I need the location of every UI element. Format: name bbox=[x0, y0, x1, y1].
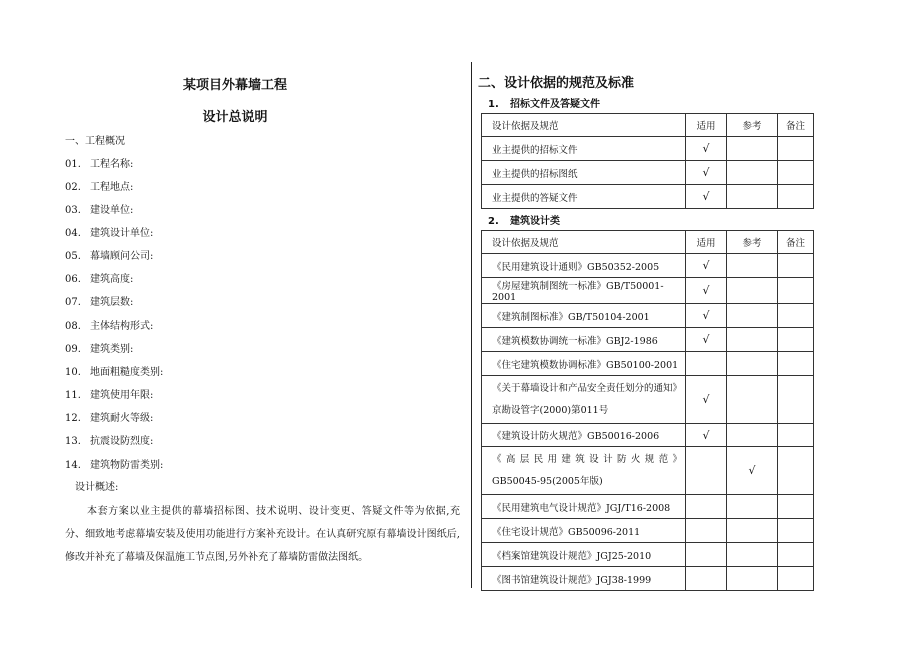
tender-documents-table bbox=[481, 113, 814, 209]
remarks-cell bbox=[778, 447, 814, 495]
field-row bbox=[65, 247, 153, 262]
remarks-cell bbox=[778, 254, 814, 278]
field-label: 幕墙顾问公司: bbox=[90, 251, 154, 262]
field-number: 09. bbox=[65, 344, 81, 355]
field-label: 抗震设防烈度: bbox=[90, 436, 154, 447]
reference-cell bbox=[727, 137, 778, 161]
table-row bbox=[482, 543, 814, 567]
field-row bbox=[65, 224, 153, 239]
field-number: 08. bbox=[65, 321, 81, 332]
header-remarks: 备注 bbox=[778, 114, 814, 137]
table-row bbox=[482, 185, 814, 209]
field-label: 建筑耐火等级: bbox=[90, 413, 154, 424]
applicable-cell bbox=[686, 278, 727, 304]
reference-cell bbox=[727, 567, 778, 591]
field-label: 工程地点: bbox=[90, 182, 134, 193]
field-number: 05. bbox=[65, 251, 81, 262]
field-row bbox=[65, 340, 133, 355]
table-row bbox=[482, 519, 814, 543]
header-reference: 参考 bbox=[727, 231, 778, 254]
field-row bbox=[65, 155, 133, 170]
field-number: 12. bbox=[65, 413, 81, 424]
row-name: 《住宅设计规范》GB50096-2011 bbox=[482, 519, 686, 543]
remarks-cell bbox=[778, 424, 814, 447]
row-name-cell bbox=[482, 447, 686, 495]
remarks-cell bbox=[778, 185, 814, 209]
remarks-cell bbox=[778, 137, 814, 161]
reference-cell bbox=[727, 161, 778, 185]
applicable-cell bbox=[686, 137, 727, 161]
field-row bbox=[65, 178, 133, 193]
table-row bbox=[482, 567, 814, 591]
row-name: 业主提供的招标文件 bbox=[482, 137, 686, 161]
field-label: 建筑类别: bbox=[90, 344, 134, 355]
subsection-title: 招标文件及答疑文件 bbox=[510, 99, 600, 110]
row-name: 《民用建筑设计通则》GB50352-2005 bbox=[482, 254, 686, 278]
page-divider bbox=[471, 62, 472, 588]
table-header-row bbox=[482, 114, 814, 137]
applicable-cell bbox=[686, 495, 727, 519]
row-name: 《民用建筑电气设计规范》JGJ/T16-2008 bbox=[482, 495, 686, 519]
reference-cell bbox=[727, 304, 778, 328]
check-mark-icon: √ bbox=[748, 464, 756, 477]
subsection-title: 建筑设计类 bbox=[510, 216, 560, 227]
applicable-cell bbox=[686, 328, 727, 352]
applicable-cell bbox=[686, 352, 727, 376]
row-name: 《图书馆建筑设计规范》JGJ38-1999 bbox=[482, 567, 686, 591]
applicable-cell bbox=[686, 304, 727, 328]
reference-cell bbox=[727, 376, 778, 424]
field-label: 建筑设计单位: bbox=[90, 228, 154, 239]
field-label: 建筑使用年限: bbox=[90, 390, 154, 401]
field-row bbox=[65, 363, 163, 378]
header-basis: 设计依据及规范 bbox=[482, 114, 686, 137]
document-subtitle: 设计总说明 bbox=[202, 110, 268, 125]
architecture-standards-table bbox=[481, 230, 814, 591]
applicable-cell bbox=[686, 543, 727, 567]
field-row bbox=[65, 201, 133, 216]
row-name-cell bbox=[482, 376, 686, 424]
table-row bbox=[482, 137, 814, 161]
field-row bbox=[65, 317, 153, 332]
field-number: 06. bbox=[65, 274, 81, 285]
section-heading-design-basis: 二、设计依据的规范及标准 bbox=[478, 76, 635, 91]
remarks-cell bbox=[778, 376, 814, 424]
field-number: 04. bbox=[65, 228, 81, 239]
table-row bbox=[482, 376, 814, 424]
header-remarks: 备注 bbox=[778, 231, 814, 254]
table-row bbox=[482, 495, 814, 519]
check-mark-icon: √ bbox=[702, 393, 710, 406]
header-reference: 参考 bbox=[727, 114, 778, 137]
check-mark-icon: √ bbox=[702, 142, 710, 155]
row-name: 《关于幕墙设计和产品安全责任划分的通知》 bbox=[492, 382, 683, 394]
field-row bbox=[65, 386, 153, 401]
table-row bbox=[482, 447, 814, 495]
applicable-cell bbox=[686, 447, 727, 495]
check-mark-icon: √ bbox=[702, 428, 710, 442]
row-name: 《建筑设计防火规范》GB50016-2006 bbox=[482, 424, 686, 447]
applicable-cell bbox=[686, 376, 727, 424]
row-name: 《建筑制图标准》GB/T50104-2001 bbox=[482, 304, 686, 328]
reference-cell bbox=[727, 447, 778, 495]
remarks-cell bbox=[778, 278, 814, 304]
field-number: 02. bbox=[65, 182, 81, 193]
remarks-cell bbox=[778, 519, 814, 543]
field-number: 01. bbox=[65, 159, 81, 170]
applicable-cell bbox=[686, 161, 727, 185]
header-applicable: 适用 bbox=[686, 231, 727, 254]
subsection-heading-architecture bbox=[488, 212, 560, 227]
field-label: 主体结构形式: bbox=[90, 321, 154, 332]
field-label: 地面粗糙度类别: bbox=[90, 367, 164, 378]
field-row bbox=[65, 409, 153, 424]
table-row bbox=[482, 424, 814, 447]
remarks-cell bbox=[778, 304, 814, 328]
reference-cell bbox=[727, 495, 778, 519]
remarks-cell bbox=[778, 328, 814, 352]
field-label: 工程名称: bbox=[90, 159, 134, 170]
header-applicable: 适用 bbox=[686, 114, 727, 137]
field-label: 建筑层数: bbox=[90, 297, 134, 308]
table-row bbox=[482, 304, 814, 328]
applicable-cell bbox=[686, 567, 727, 591]
remarks-cell bbox=[778, 543, 814, 567]
table-row bbox=[482, 352, 814, 376]
field-number: 11. bbox=[65, 390, 81, 401]
reference-cell bbox=[727, 424, 778, 447]
remarks-cell bbox=[778, 161, 814, 185]
applicable-cell bbox=[686, 519, 727, 543]
reference-cell bbox=[727, 519, 778, 543]
field-number: 13. bbox=[65, 436, 81, 447]
reference-cell bbox=[727, 185, 778, 209]
table-row bbox=[482, 278, 814, 304]
applicable-cell bbox=[686, 424, 727, 447]
field-label: 建筑高度: bbox=[90, 274, 134, 285]
table-row bbox=[482, 328, 814, 352]
check-mark-icon: √ bbox=[702, 166, 710, 179]
remarks-cell bbox=[778, 567, 814, 591]
row-name: 《档案馆建筑设计规范》JGJ25-2010 bbox=[482, 543, 686, 567]
check-mark-icon: √ bbox=[702, 284, 710, 297]
applicable-cell bbox=[686, 254, 727, 278]
field-row bbox=[65, 293, 133, 308]
applicable-cell bbox=[686, 185, 727, 209]
check-mark-icon: √ bbox=[702, 333, 710, 346]
field-number: 07. bbox=[65, 297, 81, 308]
check-mark-icon: √ bbox=[702, 259, 710, 272]
field-row bbox=[65, 432, 153, 447]
field-label: 建筑物防雷类别: bbox=[90, 460, 164, 471]
subsection-number: 1. bbox=[488, 99, 499, 110]
field-number: 14. bbox=[65, 460, 81, 471]
remarks-cell bbox=[778, 495, 814, 519]
subsection-number: 2. bbox=[488, 216, 499, 227]
design-summary-paragraph: 本套方案以业主提供的幕墙招标图、技术说明、设计变更、答疑文件等为依据,充分、细致地考虑幕墙安装及使用功能进行方案补充设计。在认真研究原有幕墙设计图纸后,修改并补充了幕墙及保温施工节点图,另外补充了幕墙防雷做法图纸。 bbox=[65, 506, 460, 563]
check-mark-icon: √ bbox=[702, 190, 710, 203]
subsection-heading-tender bbox=[488, 95, 600, 110]
reference-cell bbox=[727, 278, 778, 304]
section-heading-project-overview: 一、工程概况 bbox=[65, 136, 125, 147]
table-header-row bbox=[482, 231, 814, 254]
header-basis: 设计依据及规范 bbox=[482, 231, 686, 254]
table-row bbox=[482, 161, 814, 185]
row-name: 《建筑模数协调统一标准》GBJ2-1986 bbox=[482, 328, 686, 352]
reference-cell bbox=[727, 328, 778, 352]
field-number: 10. bbox=[65, 367, 81, 378]
row-name: 《房屋建筑制图统一标准》GB/T50001-2001 bbox=[482, 278, 686, 304]
document-title: 某项目外幕墙工程 bbox=[182, 78, 287, 93]
row-name: 《住宅建筑模数协调标准》GB50100-2001 bbox=[482, 352, 686, 376]
design-summary-label: 设计概述: bbox=[75, 482, 119, 493]
remarks-cell bbox=[778, 352, 814, 376]
field-label: 建设单位: bbox=[90, 205, 134, 216]
reference-cell bbox=[727, 254, 778, 278]
field-row bbox=[65, 270, 133, 285]
reference-cell bbox=[727, 352, 778, 376]
field-row bbox=[65, 456, 163, 471]
field-number: 03. bbox=[65, 205, 81, 216]
row-name: 业主提供的答疑文件 bbox=[482, 185, 686, 209]
reference-cell bbox=[727, 543, 778, 567]
check-mark-icon: √ bbox=[702, 309, 710, 322]
row-name: 业主提供的招标图纸 bbox=[482, 161, 686, 185]
table-row bbox=[482, 254, 814, 278]
row-name: 《高层民用建筑设计防火规范》 bbox=[492, 453, 685, 465]
row-name-line2: GB50045-95(2005年版) bbox=[492, 475, 603, 487]
row-name-line2: 京勘设管字(2000)第011号 bbox=[492, 404, 609, 416]
